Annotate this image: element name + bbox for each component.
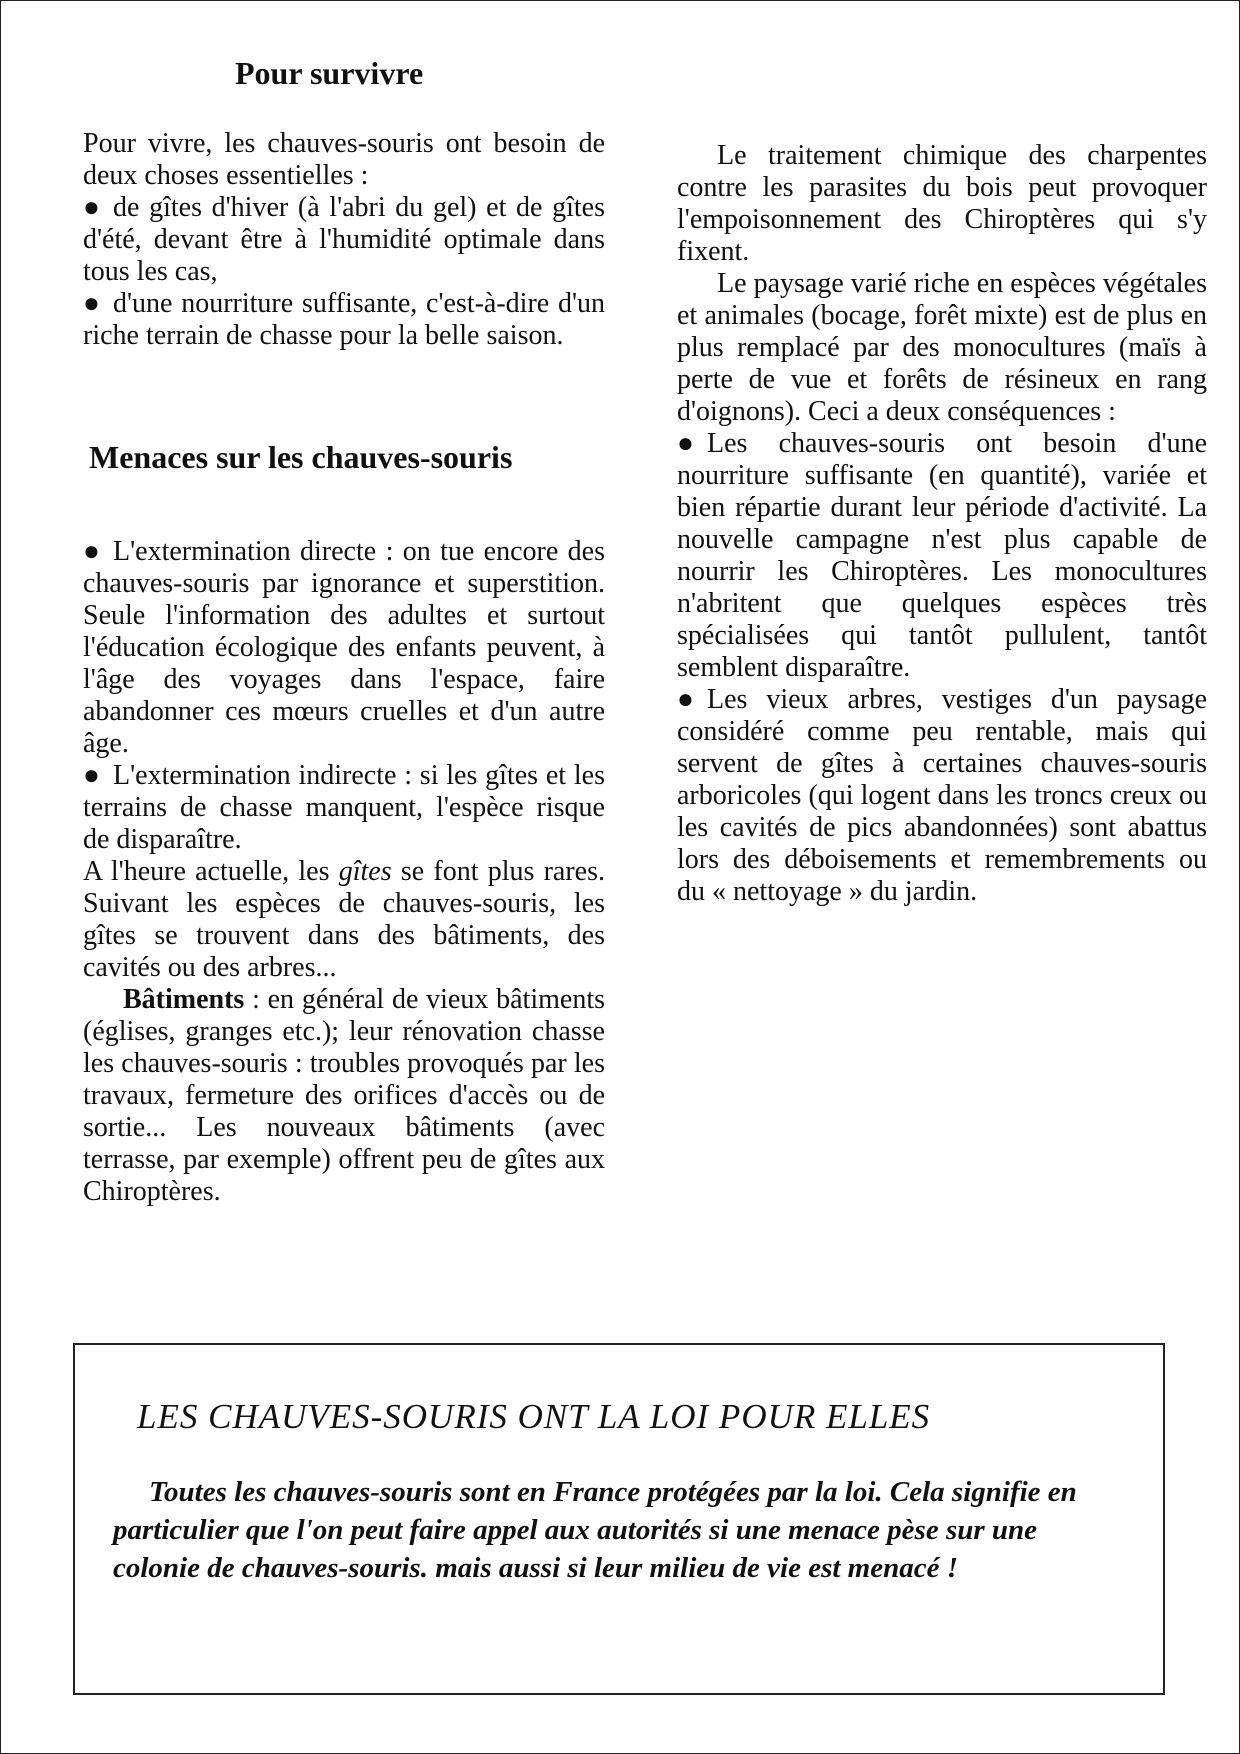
heading-threats: Menaces sur les chauves-souris (89, 439, 513, 475)
gites-text-end: se font plus rares. Suivant les espèces de chauves-souris, les gîtes se trouvent dans des bâtiments, des cavités ou des arbres... (83, 856, 605, 983)
heading-survive: Pour survivre (235, 55, 424, 91)
survive-bullet-2-text: d'une nourriture suffisante, c'est-à-dire d'un riche terrain de chasse pour la belle saison. (83, 288, 605, 351)
consequence-1 (677, 428, 1207, 684)
law-box-text (113, 1473, 1123, 1587)
bullet-icon: ● (677, 684, 694, 715)
survive-bullet-1 (83, 192, 605, 288)
gites-text-start: A l'heure actuelle, les (83, 856, 339, 887)
threat-indirect (83, 760, 605, 856)
bullet-icon: ● (83, 192, 100, 223)
left-column (83, 128, 605, 352)
threats-left-column (83, 536, 605, 1208)
gites-paragraph (83, 856, 605, 984)
buildings-text: : en général de vieux bâtiments (églises, granges etc.); leur rénovation chasse les chauves-souris : troubles provoqués par les travaux, fermeture des orifices d'accès ou de sortie... Les nouveaux bâtiments (avec terrasse, par exemple) offrent peu de gîtes aux Chiroptères. (83, 984, 605, 1207)
law-box-title: LES CHAUVES-SOURIS ONT LA LOI POUR ELLES (137, 1397, 931, 1436)
bullet-icon: ● (83, 760, 100, 791)
right-column (677, 140, 1207, 908)
buildings-paragraph (83, 984, 605, 1208)
survive-bullet-2 (83, 288, 605, 352)
buildings-label: Bâtiments (123, 984, 245, 1015)
consequence-1-text: Les chauves-souris ont besoin d'une nourriture suffisante (en quantité), variée et bien répartie durant leur période d'activité. La nouvelle campagne n'est plus capable de nourrir les Chiroptères. Les monocultures n'abritent que quelques espèces très spécialisées qui tantôt pullulent, tantôt semblent disparaître. (677, 428, 1207, 683)
threat-direct-text: L'extermination directe : on tue encore des chauves-souris par ignorance et superstition. Seule l'information des adultes et surtout l'éducation écologique des enfants peuvent, à l'âge des voyages dans l'espace, faire abandonner ces mœurs cruelles et d'un autre âge. (83, 536, 605, 759)
threat-direct (83, 536, 605, 760)
threat-indirect-text: L'extermination indirecte : si les gîtes et les terrains de chasse manquent, l'espèce risque de disparaître. (83, 760, 605, 855)
bullet-icon: ● (83, 288, 100, 319)
landscape-paragraph: Le paysage varié riche en espèces végétales et animales (bocage, forêt mixte) est de plus en plus remplacé par des monocultures (maïs à perte de vue et forêts de résineux en rang d'oignons). Ceci a deux conséquences : (677, 268, 1207, 427)
law-box (73, 1343, 1165, 1695)
treatment-paragraph: Le traitement chimique des charpentes contre les parasites du bois peut provoquer l'empoisonnement des Chiroptères qui s'y fixent. (677, 140, 1207, 267)
law-box-paragraph: Toutes les chauves-souris sont en France protégées par la loi. Cela signifie en particulier que l'on peut faire appel aux autorités si une menace pèse sur une colonie de chauves-souris. mais aussi si leur milieu de vie est menacé ! (113, 1476, 1077, 1584)
consequence-2-text: Les vieux arbres, vestiges d'un paysage considéré comme peu rentable, mais qui servent de gîtes à certaines chauves-souris arboricoles (qui logent dans les troncs creux ou les cavités de pics abandonnées) sont abattus lors des déboisements et remembrements ou du « nettoyage » du jardin. (677, 684, 1207, 907)
consequence-2 (677, 684, 1207, 908)
survive-intro: Pour vivre, les chauves-souris ont besoin de deux choses essentielles : (83, 128, 605, 191)
gites-emphasis: gîtes (338, 856, 392, 887)
survive-bullet-1-text: de gîtes d'hiver (à l'abri du gel) et de gîtes d'été, devant être à l'humidité optimale dans tous les cas, (83, 192, 605, 287)
bullet-icon: ● (677, 428, 694, 459)
bullet-icon: ● (83, 536, 100, 567)
